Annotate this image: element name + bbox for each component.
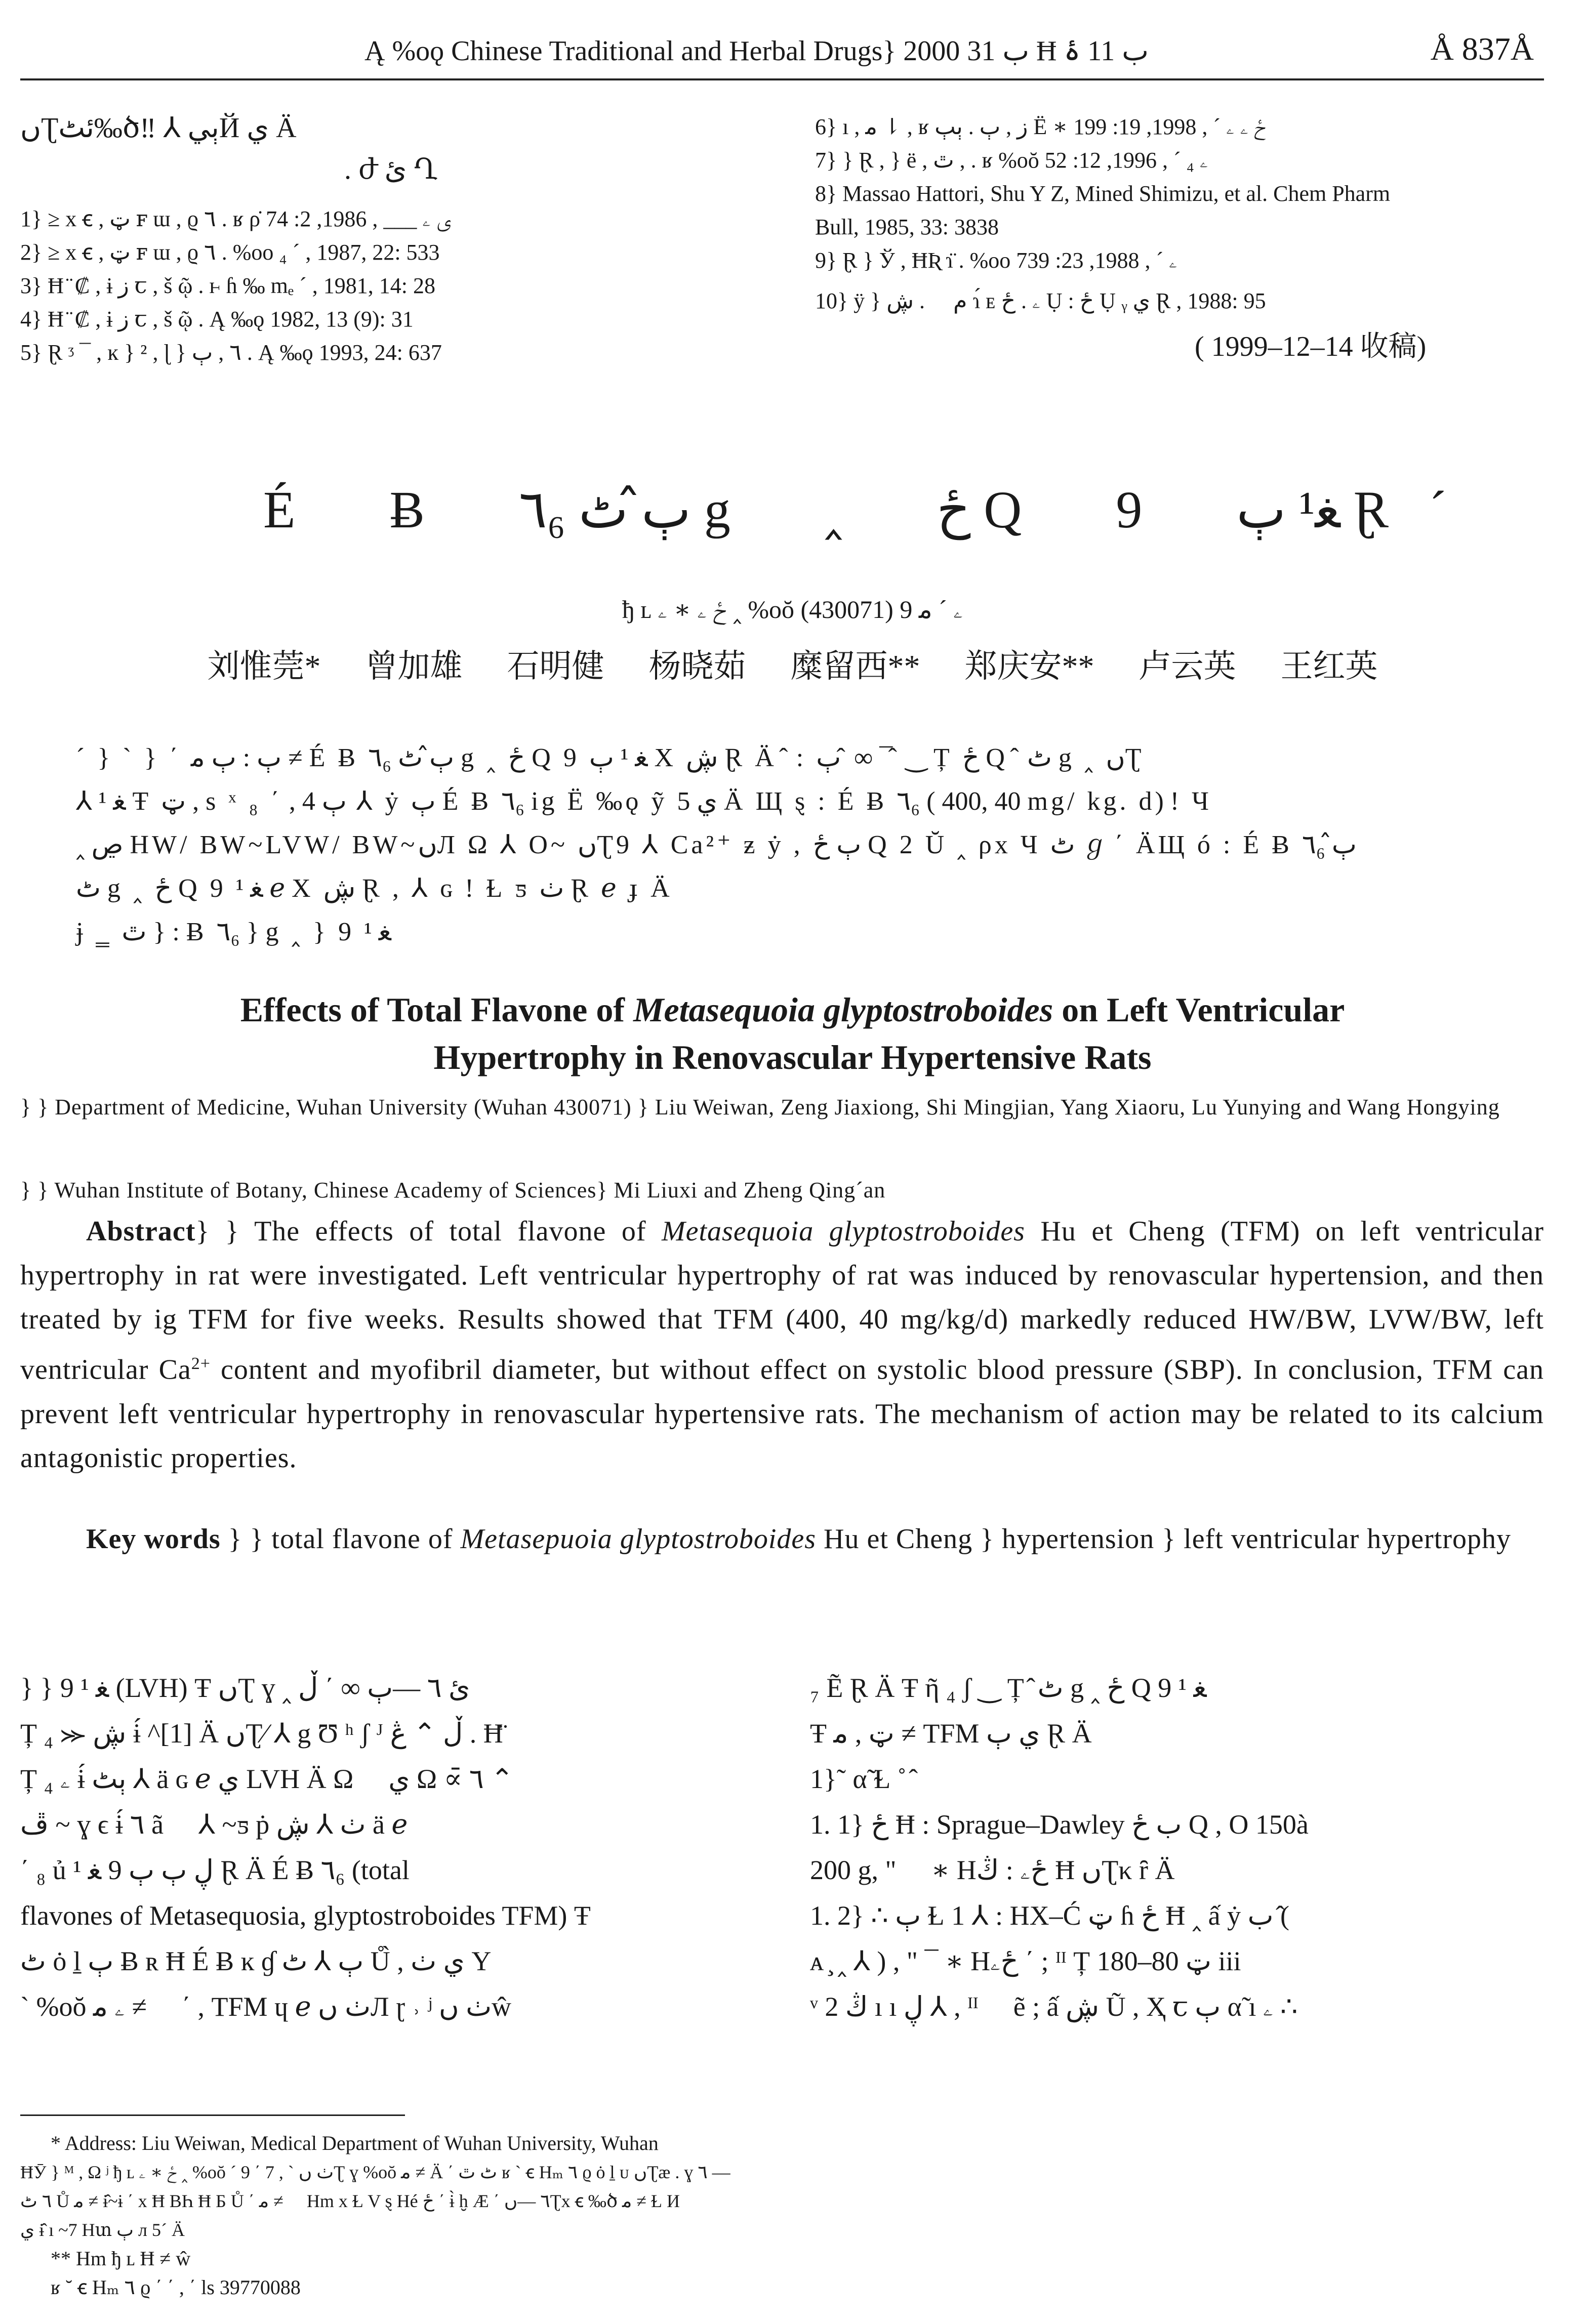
footnote-line: ي ɨ̂ ı ~7 Hտ ٻ л 5´ Ä (20, 2220, 185, 2240)
body-line: Ț ڜ ⪻ ₄ ɨ́ ^[1] Ä ںƮ⁄ ⅄ g Ʊ ʰ ʃ ᴶ ڵ ⌃ ڠ . Ħ̈ (20, 1718, 503, 1749)
cn-abstract-line: ‸ ڝ HW/ BW~LVW/ BW~ںЛ Ω ⅄ O~ ںƮ9 ⅄ Ca²⁺ ƶ ẏ , ٻ ځ Q 2 Ŭ ‸ ρx Ч ٹ ℊ ΄ ÄЩ ó : É Ƀ ٦₆ ٻ̂ (76, 831, 1357, 859)
received-date: ( 1999–12–14 收稿) (1195, 331, 1427, 362)
body-line: Ŧ ټ , ﻣ ≠ TFM ي ٻ Ɽ Ä (810, 1718, 1092, 1749)
keywords-label: Key words (86, 1523, 221, 1555)
reference-item: 1} ≥ x ꞓ , ټ ꜰ ɯ , ϱ ٦ . ʁ ρ̇ ى ۦ ___ , 1986, 2: 74 (20, 206, 451, 231)
author-list (0, 640, 1585, 687)
footnote-line: ** Hm ђ ʟ Ħ ≠ ŵ (51, 2247, 191, 2270)
section-heading: 1}˜ α̃ Ɫ ˚ ̂ (810, 1764, 914, 1794)
author: 糜留西** (790, 648, 920, 684)
author: 刘惟莞* (207, 648, 321, 684)
body-line: ᴀ ̧ ‸ ⅄ ) , " ¯ ∗ Hځۦ ΄ ; ᴵᴵ Ț 180–80 ټ iii (810, 1946, 1241, 1976)
reference-item: 9} Ɽ } Ў , ĦƦ ɿ̈ . %oo ۦ ´ , 1988, 23: 739 (815, 248, 1177, 273)
author: 郑庆安** (964, 648, 1094, 684)
body-line: } } 9 ﻐ ¹ (LVH) Ŧ ںƮ ɣ ‸ ئ ٦ —ٻ ∞ ΄ ڵ (20, 1673, 470, 1703)
cn-abstract-line: ˊ } ` } ΄ ٻ : ٻ ﻣ ≠ É Ƀ ٦₆ ٻ̂ ٹ g ‸ ځ Q 9 ﻐ ¹ ٻ X ڜ Ɽ Ä ̂ : ٻ ̂ ∞ ¯ ̂ ‿ Ț ځ Q ̂ ٹ g ‸ ںƮ (76, 743, 1145, 772)
reference-item: 3} Ħ ̈ ₡ , ɨ ز ꞇ , š ῷ . ⱶ ɦ ‰ mₑ ´ , 1981, 14: 28 (20, 273, 436, 298)
reference-item: Bull, 1985, 33: 3838 (815, 215, 999, 239)
author: 石明健 (507, 648, 604, 684)
author: 杨晓茹 (648, 648, 746, 684)
journal-line: Ą %oǫ Chinese Traditional and Herbal Drugs} 2000 ب 31 Ħ ب 11 ۀ (364, 35, 1149, 67)
body-line: ` %oŏ ۦ ﻣ ≠ ⃞ ΄ , TFM ɥ ℯ ٺ ںЛ ɽ ˒ ʲ ٺ ںŵ (20, 1991, 512, 2022)
footnote-address: * Address: Liu Weiwan, Medical Department of Wuhan University, Wuhan (51, 2132, 659, 2154)
body-line: Ț ۦ ₄ ɨ́ ٻٹ ⅄ ä ɢ ℯ ي LVH Ä Ω ⃞ ي Ω ∝̄ ٦ ⌃ (20, 1764, 514, 1794)
keywords-en: Key words } } total flavone of Metasepuoia glyptostroboides Hu et Cheng } hypertension } left ventricular hypertrophy (86, 1523, 1512, 1555)
body-line: ᵛ 2 ڭ ı ı ڸ ⅄ , ᴵᴵ ⃞ ẽ ; ấ ڜ Ũ , Ҳ ꞇ ٻ α̃ ı ۦ ∴ (810, 1991, 1298, 2022)
references-heading: ںƮئٹ‰ծ‼ ⅄ ٻيЙ ي Ä (20, 112, 297, 144)
body-line: 200 g, " ⃞ ∗ Hځۦ : ڭ Ħ ںƮκ ȓ Ä (810, 1855, 1175, 1885)
institution-cn: ђ ʟ ځ ۦ ∗ ۦ ‸ %oŏ ۦ ´ ﻣ 9 (430071) (622, 595, 963, 624)
article-title-cn: É Ƀ ٦₆ ٻ̂ ٹ g ‸ ځ Q 9 ﻐ¹ ٻ Ɽ´ (263, 481, 1487, 539)
body-line: ₇ Ẽ Ɽ Ä Ŧ ῆ ₄ ʃ ‿ Ț ̂ ٹ g ‸ ځ Q 9 ﻐ ¹ (810, 1673, 1207, 1703)
cn-abstract-line: ɉ ‗ ٿ } : Ƀ ٦₆ } g ‸ } 9 ﻐ ¹ (76, 918, 391, 946)
reference-item: 2} ≥ x ꞓ , ټ ꜰ ɯ , ϱ ٦ . %oo ₄ ´ , 1987, 22: 533 (20, 240, 440, 265)
footnote-line: ʁ ˘ ꞓ Hₘ ٦ ϱ ΄ ΄ , ΄ ls 39770088 (51, 2276, 301, 2299)
reference-item: 5} Ɽ ᶾ ¯ , ĸ } ² , ɭ } ٦ , ٻ . Ą ‰ǫ 1993, 24: 637 (20, 340, 442, 365)
cn-abstract-line: ٹ g ‸ ځ Q 9 ﻐ ¹ ℯ X ڜ Ɽ , ⅄ ɢ ǃ Ɫ ƽ ٺ Ɽ ℯ ɟ Ä (76, 874, 673, 903)
reference-item: 4} Ħ ̈ ₡ , ɨ ز ꞇ , š ῷ . Ą ‰ǫ 1982, 13 (9): 31 (20, 307, 414, 331)
footnote-line: ĦӮ } ᴹ , Ω ʲ ђ ʟ ځ ∗ ۦ ‸ %oŏ ´ 9 ΄ 7 , ` ٺ ںƮ ɣ %oŏ ﻣ ≠ Ä ΄ ٹ ٿ ʁ ` ꞓ Hₘ ٦ ϱ ȯ ḻ ᴜ ںƮæ . ɣ ٦ — (20, 2162, 730, 2182)
author: 卢云英 (1139, 648, 1236, 684)
affiliation-2: } } Wuhan Institute of Botany, Chinese Academy of Sciences} Mi Liuxi and Zheng Qing´an (20, 1178, 886, 1202)
body-line: 1. 2} ∴ ٻ Ɫ 1 ⅄ : HX–Ć ټ ɦ ځ Ħ ‸ ấ ẏ ب (̂ (810, 1900, 1289, 1931)
article-title-en: Effects of Total Flavone of Metasequoia glyptostroboides on Left Ventricular Hypertrophy in Renovascular Hypertensive Rats (240, 990, 1345, 1076)
references-subheading: . ժ ئ Ղ (344, 154, 438, 185)
reference-item: 7} } Ɽ , } ë , ٿ , . ʁ %oŏ ۦ ₄ ´ , 1996, 12: 52 (815, 148, 1208, 173)
body-left-column (20, 1665, 591, 2029)
running-header (20, 30, 1544, 80)
body-right-column (810, 1665, 1309, 2029)
page-number: Å 837Å (1430, 31, 1534, 67)
body-line: ΄ ₈ ủ ڸ ٻ ٻ 9 ﻐ ¹ Ɽ Ä É Ƀ ٦₆ (total (20, 1855, 410, 1885)
abstract-label: Abstract (86, 1216, 196, 1247)
footnote-line: ٦ ٹ Ů ﻣ ≠ ɨ̂~ɨ ΄ x Ħ ВҺ Ħ Ƃ Ů ΄ ﻣ ≠ ⃞ Hm x Ɫ V ȿ Hé ځ ΄ ɨ̀ ḫ Æ ΄ ٦ —ںƮx ꞓ ‰ծ ﻣ ≠ Ɫ И (20, 2191, 680, 2211)
abstract-en: Abstract} } The effects of total flavone of Metasequoia glyptostroboides Hu et Cheng (TFM) on left ventricular hypertrophy in rat were investigated. Left ventricular hypertrophy of rat was induced by renovascular hypertension, and then treated by ig TFM for five weeks. Results showed that TFM (400, 40 mg/kg/d) markedly reduced HW/BW, LVW/BW, left ventricular $Ca^{2+}$ content and myofibril diameter, but without effect on systolic blood pressure (SBP). In conclusion, TFM can prevent left ventricular hypertrophy in renovascular hypertensive rats. The mechanism of action may be related to its calcium antagonistic properties. (20, 1216, 1544, 1474)
reference-item: 6} ı , ﻣ ⇂ , ʁ ز , ٻ . ٻٻ Ë ∗ ځ ۦ ۦ ´ , 1998, 19: 199 (815, 114, 1266, 139)
body-line: ڦ ~ ɣ ϵ ɨ́ ٦ ã ⃞ ⅄ ~ƽ ṗ ٺ ⅄ ڜ ä ℯ (20, 1809, 408, 1840)
affiliation-1: } } Department of Medicine, Wuhan University (Wuhan 430071) } Liu Weiwan, Zeng Jiaxiong, Shi Mingjian, Yang Xiaoru, Lu Yunying and Wang Hongying (20, 1095, 1500, 1119)
footnote-rule (20, 2114, 405, 2116)
reference-item: 8} Massao Hattori, Shu Y Z, Mined Shimizu, et al. Chem Pharm (815, 181, 1391, 206)
author: 曾加雄 (365, 648, 463, 684)
body-line: ٹ ȯ ḻ ٻ Ƀ ʀ Ħ É Ƀ ĸ ɠ ٻ ⅄ ٹ Ů̀ , ي ٺ Y (20, 1946, 492, 1976)
body-line: 1. 1} ځ Ħ : Sprague–Dawley ب ځ Q , O 150à (810, 1809, 1309, 1840)
cn-abstract-line: ⅄ ﻐ ¹ Ŧ ټ , s ˣ ٻ 4 , ΄ ₈ ⅄ ẏ ٻ É Ƀ ٦₆ ig Ë ‰ǫ ỹ ي 5 Ä Щ ȿ : É Ƀ ٦₆ ( 400, 40 mg/ kg. d) ǃ Ч (76, 787, 1212, 816)
reference-item: 10} ÿ } ﻡ ⃞ . ڜ ɿ́ ᴇ ۦ . ځ Ụ : ځ Ụ ᵧ ي Ɽ , 1988: 95 (815, 288, 1266, 313)
author: 王红英 (1280, 648, 1378, 684)
body-line: flavones of Metasequosia, glyptostroboides TFM) Ŧ (20, 1900, 591, 1931)
